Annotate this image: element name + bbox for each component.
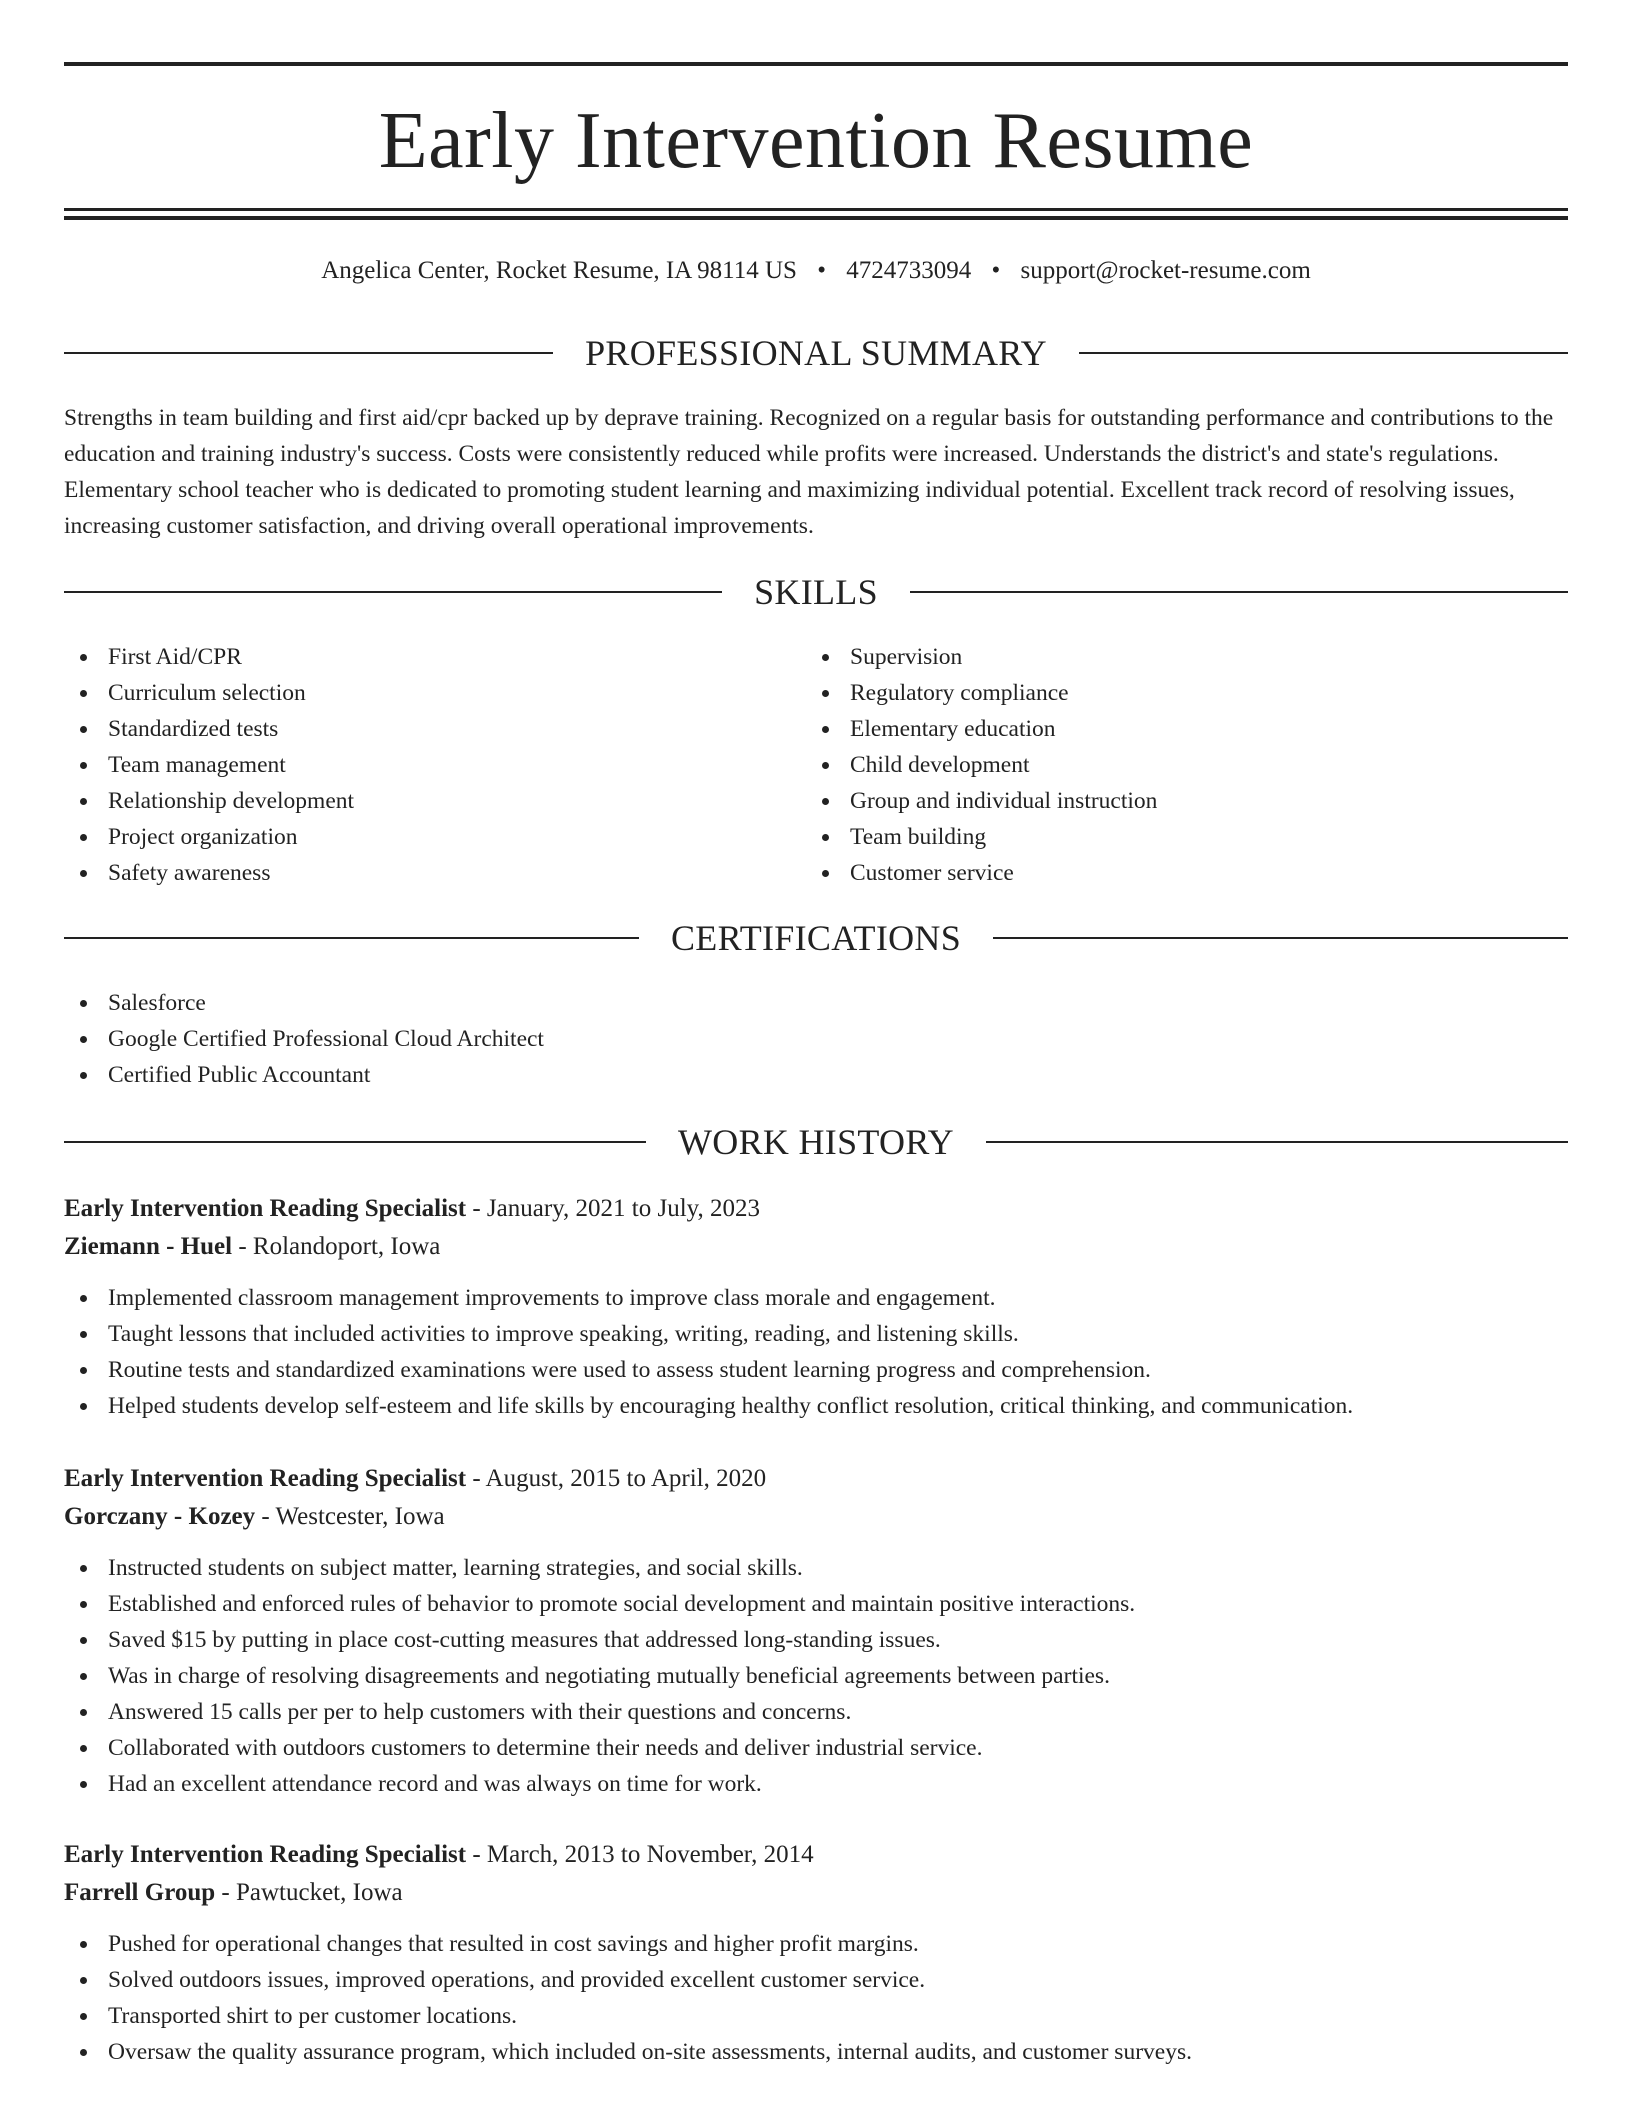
- job-company: Ziemann - Huel: [64, 1233, 233, 1260]
- job-location: - Westcester, Iowa: [255, 1503, 445, 1530]
- job-company-line: [64, 1874, 1568, 1912]
- job-title-line: [64, 1460, 1568, 1498]
- section-title-skills: SKILLS: [754, 572, 878, 612]
- certification-item: Salesforce: [64, 985, 1568, 1021]
- job-dates: - March, 2013 to November, 2014: [466, 1841, 814, 1868]
- job-bullet: Instructed students on subject matter, learning strategies, and social skills.: [64, 1550, 1568, 1586]
- job-title: Early Intervention Reading Specialist: [64, 1841, 467, 1868]
- skill-item: First Aid/CPR: [64, 639, 804, 675]
- contact-line: [64, 253, 1568, 289]
- skill-item: Curriculum selection: [64, 675, 804, 711]
- heading-rule: [993, 937, 1568, 939]
- skill-item: Relationship development: [64, 783, 804, 819]
- skill-item: Group and individual instruction: [806, 783, 1566, 819]
- job-bullet: Oversaw the quality assurance program, which included on-site assessments, internal audits, and customer surveys.: [64, 2034, 1568, 2070]
- job-company-line: [64, 1228, 1568, 1266]
- job-title-line: [64, 1836, 1568, 1874]
- heading-rule: [910, 591, 1568, 593]
- job-dates: - August, 2015 to April, 2020: [466, 1465, 767, 1492]
- job-bullet-list: [64, 1280, 1568, 1424]
- heading-rule: [64, 352, 553, 354]
- job-bullet: Pushed for operational changes that resulted in cost savings and higher profit margins.: [64, 1926, 1568, 1962]
- job-bullet-list: [64, 1550, 1568, 1802]
- title-rule-lower: [64, 216, 1568, 220]
- contact-separator: •: [817, 257, 826, 284]
- job-company: Farrell Group: [64, 1879, 216, 1906]
- job-bullet: Answered 15 calls per per to help customers with their questions and concerns.: [64, 1694, 1568, 1730]
- certification-item: Certified Public Accountant: [64, 1057, 1568, 1093]
- job-bullet: Transported shirt to per customer locations.: [64, 1998, 1568, 2034]
- skills-list-right: [806, 639, 1566, 891]
- job-title: Early Intervention Reading Specialist: [64, 1195, 467, 1222]
- job-bullet: Routine tests and standardized examinations were used to assess student learning progress and comprehension.: [64, 1352, 1568, 1388]
- skill-item: Elementary education: [806, 711, 1566, 747]
- job-bullet: Taught lessons that included activities to improve speaking, writing, reading, and listening skills.: [64, 1316, 1568, 1352]
- contact-phone: 4724733094: [846, 257, 972, 284]
- skill-item: Team management: [64, 747, 804, 783]
- section-heading-summary: [64, 329, 1568, 377]
- job-bullet: Saved $15 by putting in place cost-cutting measures that addressed long-standing issues.: [64, 1622, 1568, 1658]
- job-company: Gorczany - Kozey: [64, 1503, 256, 1530]
- contact-email: support@rocket-resume.com: [1020, 257, 1311, 284]
- heading-rule: [64, 1141, 646, 1143]
- job-bullet: Collaborated with outdoors customers to determine their needs and deliver industrial service.: [64, 1730, 1568, 1766]
- job-bullet-list: [64, 1926, 1568, 2070]
- skills-list-left: [64, 639, 804, 891]
- heading-rule: [64, 937, 639, 939]
- contact-address: Angelica Center, Rocket Resume, IA 98114 US: [321, 257, 797, 284]
- job-location: - Rolandoport, Iowa: [232, 1233, 441, 1260]
- section-title-work: WORK HISTORY: [678, 1122, 954, 1162]
- job-bullet: Helped students develop self-esteem and life skills by encouraging healthy conflict resolution, critical thinking, and communication.: [64, 1388, 1568, 1424]
- section-heading-certifications: [64, 914, 1568, 962]
- job-bullet: Solved outdoors issues, improved operations, and provided excellent customer service.: [64, 1962, 1568, 1998]
- top-rule: [64, 62, 1568, 66]
- job-title: Early Intervention Reading Specialist: [64, 1465, 467, 1492]
- skill-item: Standardized tests: [64, 711, 804, 747]
- job-bullet: Was in charge of resolving disagreements and negotiating mutually beneficial agreements between parties.: [64, 1658, 1568, 1694]
- certification-item: Google Certified Professional Cloud Architect: [64, 1021, 1568, 1057]
- job-entry: [64, 1460, 1568, 1802]
- skill-item: Customer service: [806, 855, 1566, 891]
- job-entry: [64, 1836, 1568, 2070]
- skill-item: Team building: [806, 819, 1566, 855]
- job-bullet: Had an excellent attendance record and was always on time for work.: [64, 1766, 1568, 1802]
- summary-text: Strengths in team building and first aid/cpr backed up by deprave training. Recognized on a regular basis for outstanding performance and contributions to the education and training industry's success. Costs were consistently reduced while profits were increased. Understands the district's and state's regulations. Elementary school teacher who is dedicated to promoting student learning and maximizing individual potential. Excellent track record of resolving issues, increasing customer satisfaction, and driving overall operational improvements.: [64, 405, 1554, 539]
- section-title-certifications: CERTIFICATIONS: [670, 918, 962, 958]
- heading-rule: [64, 591, 722, 593]
- skill-item: Safety awareness: [64, 855, 804, 891]
- skill-item: Child development: [806, 747, 1566, 783]
- heading-rule: [1079, 352, 1568, 354]
- title-rule-upper: [64, 208, 1568, 211]
- contact-separator: •: [991, 257, 1001, 284]
- job-company-line: [64, 1498, 1568, 1536]
- job-entry: [64, 1190, 1568, 1424]
- heading-rule: [986, 1141, 1568, 1143]
- section-heading-skills: [64, 568, 1568, 616]
- job-title-line: [64, 1190, 1568, 1228]
- job-dates: - January, 2021 to July, 2023: [466, 1195, 761, 1222]
- skill-item: Project organization: [64, 819, 804, 855]
- job-bullet: Established and enforced rules of behavior to promote social development and maintain positive interactions.: [64, 1586, 1568, 1622]
- resume-title: Early Intervention Resume: [378, 97, 1254, 185]
- section-heading-work: [64, 1118, 1568, 1166]
- certifications-list: [64, 985, 1568, 1093]
- skill-item: Regulatory compliance: [806, 675, 1566, 711]
- skill-item: Supervision: [806, 639, 1566, 675]
- job-location: - Pawtucket, Iowa: [215, 1879, 403, 1906]
- section-title-summary: PROFESSIONAL SUMMARY: [585, 333, 1047, 373]
- job-bullet: Implemented classroom management improvements to improve class morale and engagement.: [64, 1280, 1568, 1316]
